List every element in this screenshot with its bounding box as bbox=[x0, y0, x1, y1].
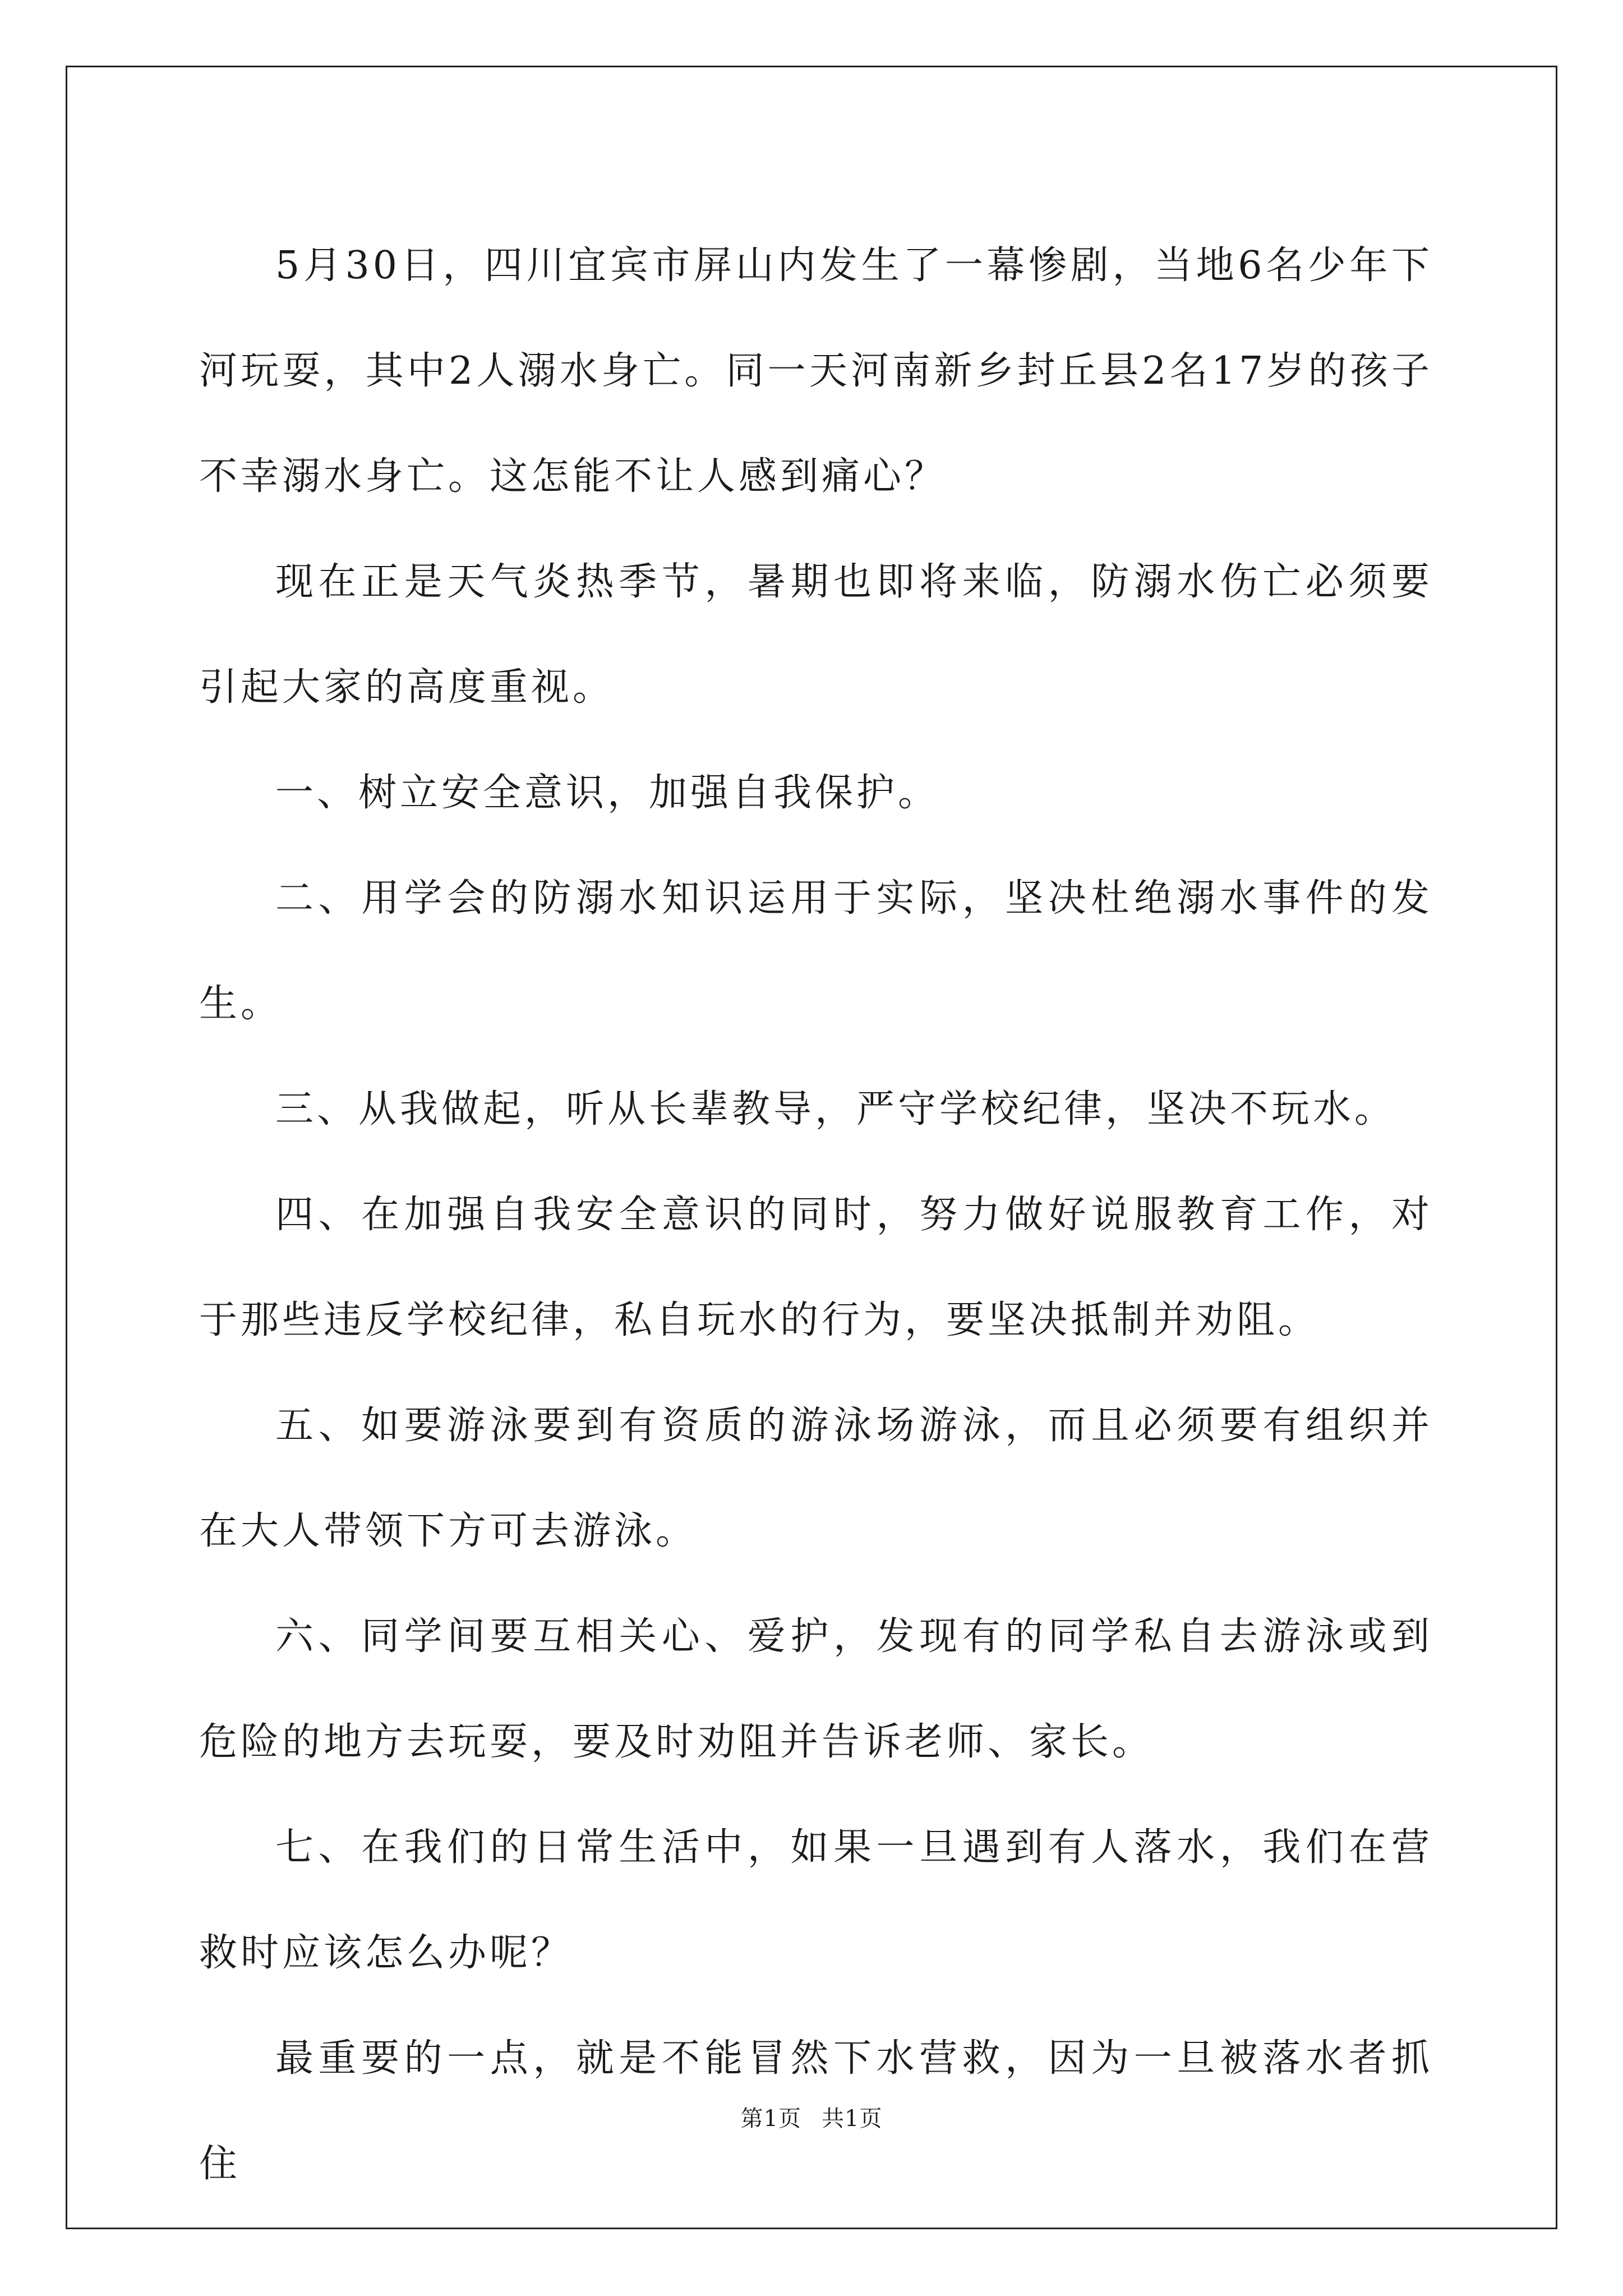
paragraph: 二、用学会的防溺水知识运用于实际，坚决杜绝溺水事件的发生。 bbox=[199, 876, 1433, 1026]
page-footer bbox=[0, 2101, 1623, 2133]
paragraph: 六、同学间要互相关心、爱护，发现有的同学私自去游泳或到危险的地方去玩耍，要及时劝阻并告诉老师、家长。 bbox=[199, 1614, 1433, 1764]
paragraph: 现在正是天气炎热季节，暑期也即将来临，防溺水伤亡必须要引起大家的高度重视。 bbox=[199, 560, 1433, 710]
paragraph: 5月30日，四川宜宾市屏山内发生了一幕惨剧，当地6名少年下河玩耍，其中2人溺水身亡。同一天河南新乡封丘县2名17岁的孩子不幸溺水身亡。这怎能不让人感到痛心？ bbox=[199, 243, 1433, 499]
paragraph: 七、在我们的日常生活中，如果一旦遇到有人落水，我们在营救时应该怎么办呢？ bbox=[199, 1825, 1433, 1975]
paragraph: 一、树立安全意识，加强自我保护。 bbox=[275, 771, 940, 815]
paragraph: 五、如要游泳要到有资质的游泳场游泳，而且必须要有组织并在大人带领下方可去游泳。 bbox=[199, 1404, 1433, 1553]
document-body bbox=[199, 213, 1433, 2217]
page-number: 第1页 bbox=[740, 2106, 801, 2132]
paragraph: 最重要的一点，就是不能冒然下水营救，因为一旦被落水者抓住 bbox=[199, 2036, 1433, 2186]
paragraph: 四、在加强自我安全意识的同时，努力做好说服教育工作，对于那些违反学校纪律，私自玩水的行为，要坚决抵制并劝阻。 bbox=[199, 1193, 1433, 1342]
paragraph: 三、从我做起，听从长辈教导，严守学校纪律，坚决不玩水。 bbox=[275, 1087, 1396, 1131]
page-total: 共1页 bbox=[822, 2106, 883, 2132]
